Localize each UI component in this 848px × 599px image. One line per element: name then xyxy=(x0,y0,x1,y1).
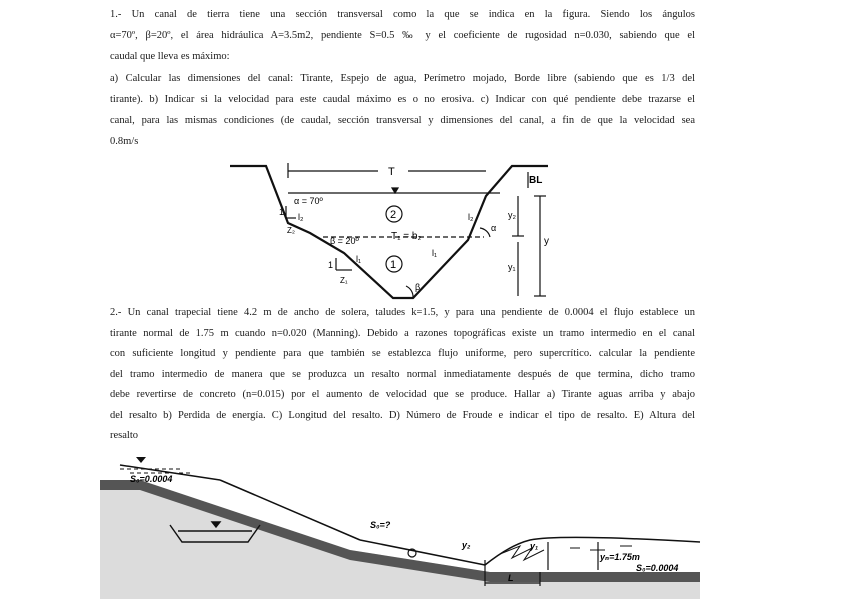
label-upstream-slope: S₀=0.0004 xyxy=(130,474,173,484)
alpha-arc xyxy=(480,228,490,237)
label-one-lower: 1 xyxy=(328,260,334,270)
problem-2-line: tirante normal de 1.75 m cuando n=0.020 (Manning). Debido a razones topográficas existe un tramo intermedio en el canal xyxy=(110,327,695,339)
problem-1-text xyxy=(110,4,695,152)
label-l1-left: l₁ xyxy=(356,254,362,264)
hydraulic-jump-profile-figure xyxy=(100,450,710,599)
problem-1-line: 1.- Un canal de tierra tiene una sección transversal como la que se indica en la figura. Siendo los ángulos xyxy=(110,9,695,20)
problem-2-line: con suficiente longitud y pendiente para que también se establezca flujo uniforme, pero supercrítico. calcular la pendiente xyxy=(110,348,695,359)
label-l2-left: l₂ xyxy=(298,212,304,222)
label-beta-20: β = 20º xyxy=(330,236,359,246)
label-jump-length: L xyxy=(508,573,514,583)
label-y2: y₂ xyxy=(508,210,516,220)
problem-1-line: canal, para las mismas condiciones (de caudal, sección transversal y dimensiones del canal, a fin de que la velocidad sea xyxy=(110,114,695,126)
problem-1-line: α=70º, β=20º, el área hidráulica A=3.5m2, pendiente S=0.5 ‰ y el coeficiente de rugosidad n=0.030, sabiendo que el xyxy=(110,30,695,41)
label-z1: Z₁ xyxy=(340,276,348,285)
water-level-marker xyxy=(136,457,146,463)
label-y1: y₁ xyxy=(530,541,539,551)
problem-2-line: 2.- Un canal trapecial tiene 4.2 m de ancho de solera, taludes k=1.5, y para una pendiente de 0.0004 el flujo establece un xyxy=(110,307,695,318)
canal-cross-section-figure xyxy=(228,158,558,303)
label-downstream-slope: S₀=0.0004 xyxy=(636,563,679,573)
problem-2-line: resalto xyxy=(110,430,138,441)
label-alpha-70: α = 70º xyxy=(294,196,323,206)
label-y: y xyxy=(544,236,549,247)
problem-1-line: 0.8m/s xyxy=(110,135,139,147)
problem-2-line: debe revertirse de concreto (n=0.015) por el aumento de velocidad que se produce. Hallar a) Tirante aguas arriba y abajo xyxy=(110,389,695,400)
problem-2-line: del resalto b) Perdida de energía. C) Longitud del resalto. D) Número de Froude e indicar el tipo de resalto. E) Altura del xyxy=(110,409,695,421)
label-y2: y₂ xyxy=(462,540,471,550)
problem-1-line: caudal que lleva es máximo: xyxy=(110,51,230,62)
problem-2-line: del tramo intermedio de manera que se produzca un resalto normal inmediatamente después de que termina, dicho tramo xyxy=(110,368,695,380)
label-y1: y₁ xyxy=(508,262,516,272)
channel-bed xyxy=(100,480,700,599)
label-freeboard: BL xyxy=(529,175,543,186)
canal-outline xyxy=(230,166,548,298)
problem-1-line: a) Calcular las dimensiones del canal: Tirante, Espejo de agua, Perímetro mojado, Borde libre (sabiendo que es 1/3 del xyxy=(110,72,695,84)
label-z2: Z₂ xyxy=(287,226,295,235)
label-beta: β xyxy=(415,282,421,292)
label-alpha: α xyxy=(491,223,497,233)
label-intermediate-slope: S₀=? xyxy=(370,520,391,530)
label-l2-right: l₂ xyxy=(468,212,474,222)
label-region-2: 2 xyxy=(390,209,397,221)
label-one-upper: 1 xyxy=(279,207,285,217)
label-region-1: 1 xyxy=(390,259,397,271)
water-level-marker xyxy=(392,188,398,193)
label-t1-equals-b2: T₁ = b₂ xyxy=(391,231,422,242)
problem-2-text xyxy=(110,303,695,447)
beta-arc xyxy=(406,286,413,298)
problem-1-line: tirante). b) Indicar si la velocidad para este caudal máximo es o no erosiva. c) Indicar con qué pendiente debe trazarse el xyxy=(110,93,695,105)
label-l1-right: l₁ xyxy=(432,248,438,258)
label-normal-depth: yₙ=1.75m xyxy=(600,552,640,562)
label-top-width: T xyxy=(388,166,395,178)
